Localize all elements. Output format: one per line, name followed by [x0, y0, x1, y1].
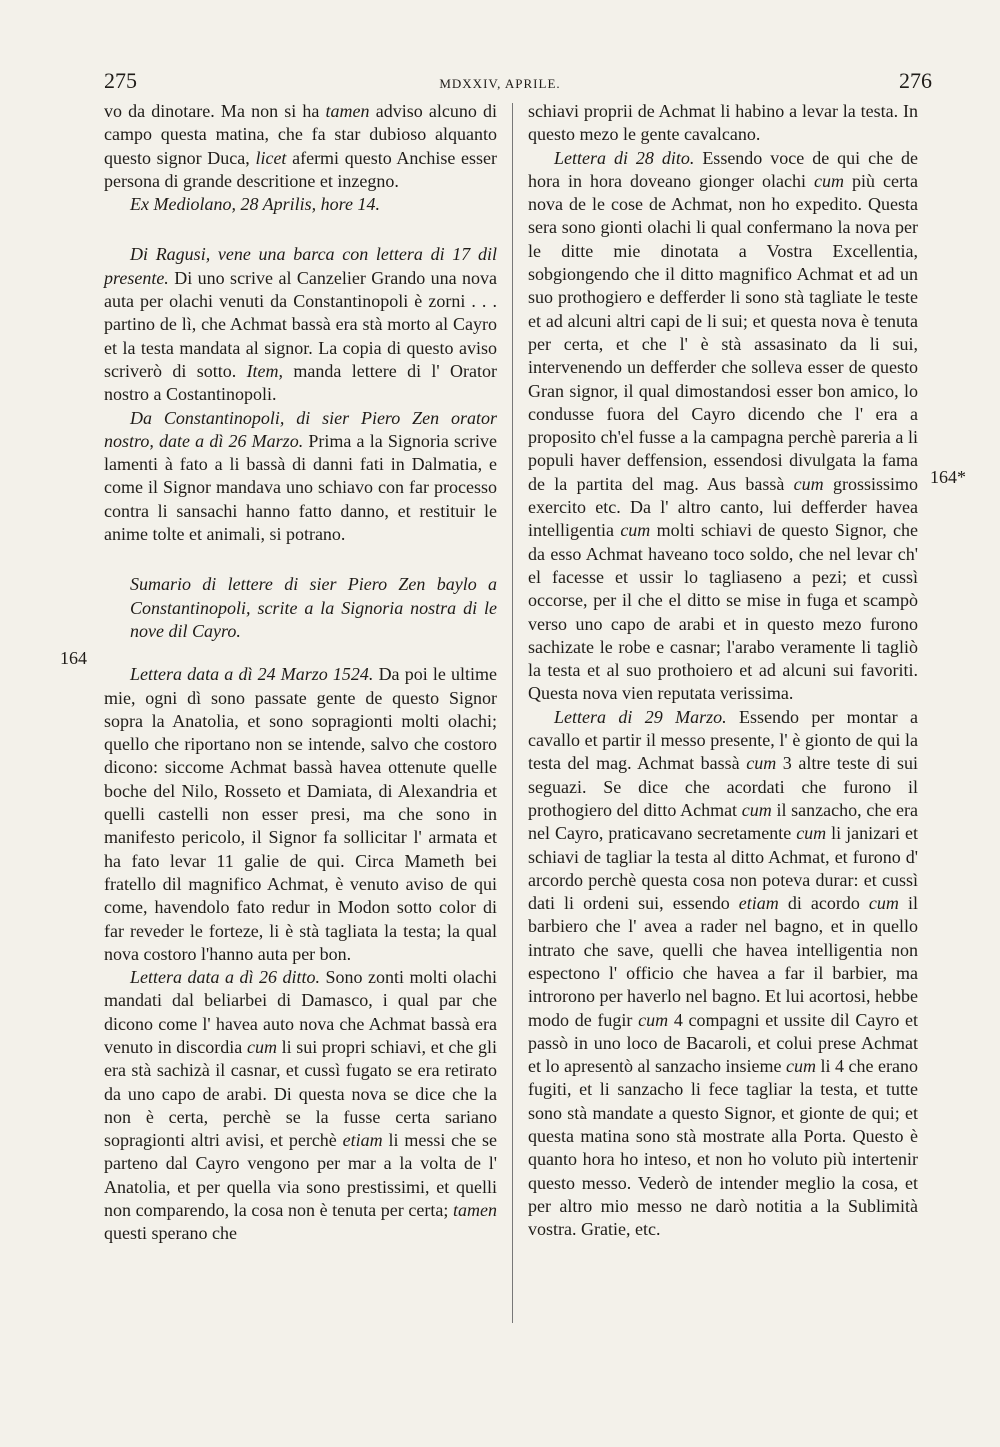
paragraph: schiavi proprii de Achmat li habino a levar la testa. In questo mezo le gente cavalcano.: [528, 101, 918, 145]
left-page-number: 275: [104, 68, 137, 93]
paragraph: Lettera di 28 dito. Essendo voce de qui che de hora in hora doveano gionger olachi cum più certa nova de le cose de Achmat, non ho expedito. Questa sera sono gionti olachi li qual confermano la nova per le ditte mie dinotata a Vostra Excellentia, sobgiongendo che il ditto magnifico Achmat et ad un suo prothogiero e defferder li sono stà tagliate le teste et ad alcuni altri capi de li sui; et questa nova è tenuta per certa, et che l' è stà assasinato da li sui, intervenendo un defferder che solleva esser de questo Gran signor, il qual dimostandosi esser bon amico, lo condusse fuora del Cayro dicendo che l' era a proposito ch'el fusse a la campagna perchè pareria a li populi haver deffension, essendosi divulgata la fama de la partita del mag. Aus bassà cum grossissimo exercito etc. Da l' altro canto, lui defferder havea intelligentia cum molti schiavi de questo Signor, che da esso Achmat haveano toco soldo, che nel levar ch' el facesse et ussir lo tagliaseno a pezi; et cussì occorse, per il che el ditto se mise in fuga et scampò verso uno capo de arabi et in questo mezo furono sachizate le robe e casnar; l'arabo veramente li tagliò la testa et al suo prothoiero et ad alcuni sui favoriti. Questa nova vien reputata verissima.: [528, 147, 919, 704]
right-column: [528, 100, 918, 1242]
paragraph: Lettera data a dì 26 ditto. Sono zonti molti olachi mandati dal beliarbei di Damasco, i qual par che dicono come l' havea auto nova che Achmat bassà era venuto in discordia cum li sui propri schiavi, et che gli era stà sachizà il casnar, et cussì fugato se era retirato da uno capo de arabi. Di questa nova se dice che la non è certa, perchè se la fusse certa sariano sopragionti altri avisi, et perchè etiam li messi che se parteno dal Cayro vengono per mar a la volta de l' Anatolia, et per quella via sono prestissimi, et quelli non comparendo, la cosa non è tenuta per certa; tamen questi sperano che: [104, 967, 498, 1244]
left-column: [104, 100, 497, 1246]
column-divider: [512, 103, 513, 1323]
right-page-number: 276: [899, 68, 932, 93]
paragraph: Da Constantinopoli, di sier Piero Zen orator nostro, date a dì 26 Marzo. Prima a la Signoria scrive lamenti à fato a li bassà di danni fati in Dalmatia, e come il Signor mandava uno schiavo con far processo contra li sansachi hanno fatto danno, et restituir le anime tolte et animali, si potrano.: [104, 407, 498, 545]
paragraph: Lettera di 29 Marzo. Essendo per montar a cavallo et partir il messo presente, l' è gionto de qui la testa del mag. Achmat bassà cum 3 altre teste di sui seguazi. Se dice che acordati che furono il prothogiero del ditto Achmat cum il sanzacho, che era nel Cayro, praticavano secretamente cum li janizari et schiavi de tagliar la testa al ditto Achmat, et furono d' arcordo perchè questa cosa non poteva durar: et cussì dati li ordeni sui, essendo etiam di acordo cum il barbiero che l' avea a rader nel bagno, et in quello intrato che save, quelli che havea intelligentia non espectono l' officio che havea a far il barbier, ma introrono per haverlo nel bagno. Et lui acortosi, hebbe modo de fugir cum 4 compagni et ussite dil Cayro et passò in uno loco de Bacaroli, et colui prese Achmat et lo apresentò al sanzacho insieme cum li 4 che erano fugiti, et li sanzacho li fece tagliar la testa, et tutte sono stà mandate a questo Signor, et gionte de qui; et questa matina sono stà mostrate alla Porta. Questo è quanto hora ho inteso, et non ho voluto più intertenir questo messo. Vederò de intender meglio la cosa, et per altro mio messo ne darò notitia a la Sublimità vostra. Gratie, etc.: [528, 706, 919, 1240]
running-title: MDXXIV, APRILE.: [439, 76, 561, 91]
paragraph: Di Ragusi, vene una barca con lettera di 17 dil presente. Di uno scrive al Canzelier Grando una nova auta per olachi venuti da Constantinopoli è zorni . . . partino de lì, che Achmat bassà era stà morto al Cayro et la testa mandata al signor. La copia di questo aviso scriverò di sotto. Item, manda lettere di l' Orator nostro a Costantinopoli.: [104, 244, 498, 405]
dateline: Ex Mediolano, 28 Aprilis, hore 14.: [130, 194, 380, 215]
margin-note-left: 164: [60, 648, 87, 668]
paragraph: Lettera data a dì 24 Marzo 1524. Da poi le ultime mie, ogni dì sono passate gente de questo Signor sopra la Anatolia, et sono sopragionti molti olachi; quello che riportano non se intende, salvo che costoro dicono: siccome Achmat bassà havea ottenute quelle boche del Nilo, Rosseto et Damiata, di Alexandria et quelli castelli non esser presi, ma che sono in manifesto pericolo, il Signor fa sollicitar l' armata et ha fato levar 11 galie de qui. Circa Mameth bei fratello dil magnifico Achmat, è venuto aviso de qui come, havendolo fato redur in Modon sotto color di far reveder le forteze, li è stà tagliata la testa; la qual nova costoro l'hanno auta per bon.: [104, 664, 497, 964]
margin-note-right: 164*: [930, 467, 966, 487]
section-heading: Sumario di lettere di sier Piero Zen baylo a Constantinopoli, scrite a la Signoria nostra di le nove dil Cayro.: [130, 574, 497, 641]
paragraph: vo da dinotare. Ma non si ha tamen adviso alcuno di campo questa matina, che fa star dubioso alquanto questo signor Duca, licet afermi questo Anchise esser persona di grande descritione et inzegno.: [104, 101, 497, 191]
